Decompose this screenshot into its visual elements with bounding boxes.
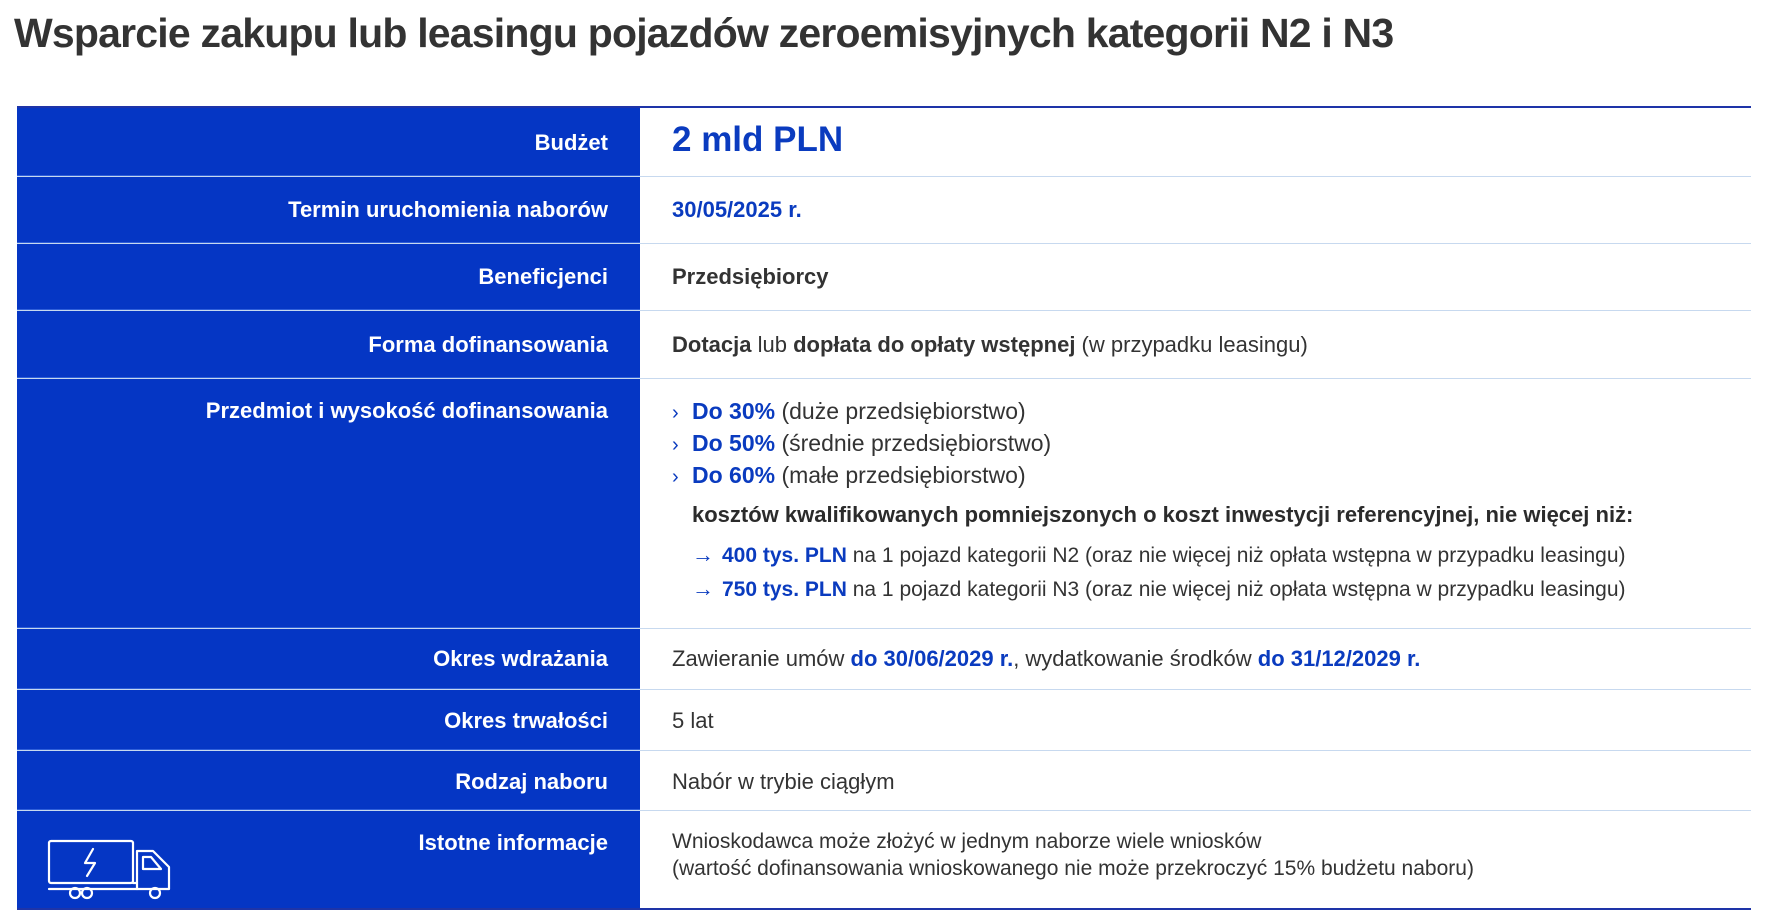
value-cell: [640, 244, 1751, 310]
label-cell: [17, 108, 640, 176]
row-beneficiaries: [17, 244, 1751, 311]
row-call-type: [17, 751, 1751, 811]
funding-leasing-note: (w przypadku leasingu): [1075, 332, 1308, 357]
value-durability-period: 5 lat: [672, 708, 714, 733]
label-cell: [17, 629, 640, 689]
label-funding-subject: Przedmiot i wysokość dofinansowania: [205, 398, 608, 423]
value-budget: 2 mld PLN: [672, 120, 844, 159]
row-durability-period: [17, 690, 1751, 751]
label-cell: [17, 690, 640, 750]
value-call-type: Nabór w trybie ciągłym: [672, 769, 895, 794]
list-item: → 400 tys. PLN na 1 pojazd kategorii N2 (oraz nie więcej niż opłata wstępna w przypadku leasingu): [692, 542, 1626, 567]
label-implementation-period: Okres wdrażania: [433, 646, 608, 671]
funding-or: lub: [751, 332, 794, 357]
label-cell: [17, 379, 640, 628]
funding-down-payment: dopłata do opłaty wstępnej: [793, 332, 1076, 357]
row-funding-form: [17, 311, 1751, 379]
arrow-right-icon: →: [692, 576, 714, 601]
value-launch-date: 30/05/2025 r.: [672, 197, 802, 222]
chevron-right-icon: ›: [672, 402, 679, 424]
label-launch-date: Termin uruchomienia naborów: [288, 197, 608, 222]
value-cell: [640, 690, 1751, 750]
label-call-type: Rodzaj naboru: [455, 769, 608, 794]
value-beneficiaries: Przedsiębiorcy: [672, 264, 829, 289]
list-item: › Do 30% (duże przedsiębiorstwo): [672, 398, 1026, 424]
arrow-right-icon: →: [692, 542, 714, 567]
info-table: [17, 106, 1751, 910]
label-cell: [17, 751, 640, 810]
value-cell: [640, 379, 1751, 628]
value-cell: [640, 108, 1751, 176]
label-cell: [17, 811, 640, 908]
value-cell: [640, 629, 1751, 689]
label-cell: [17, 311, 640, 378]
label-important-info: Istotne informacje: [418, 830, 608, 855]
label-budget: Budżet: [534, 130, 608, 155]
important-info-line1: Wnioskodawca może złożyć w jednym naborze wiele wniosków: [672, 830, 1262, 853]
list-item: › Do 60% (małe przedsiębiorstwo): [672, 462, 1026, 488]
chevron-right-icon: ›: [672, 466, 679, 488]
label-cell: [17, 244, 640, 310]
row-implementation-period: [17, 629, 1751, 690]
value-implementation-period: Zawieranie umów do 30/06/2029 r., wydatkowanie środków do 31/12/2029 r.: [672, 646, 1421, 671]
label-durability-period: Okres trwałości: [444, 708, 608, 733]
value-cell: [640, 811, 1751, 908]
spending-deadline: do 31/12/2029 r.: [1257, 646, 1421, 671]
funding-grant: Dotacja: [672, 332, 752, 357]
page-title: Wsparcie zakupu lub leasingu pojazdów zeroemisyjnych kategorii N2 i N3: [14, 10, 1394, 56]
value-funding-form: [672, 332, 1308, 358]
chevron-right-icon: ›: [672, 434, 679, 456]
label-funding-form: Forma dofinansowania: [368, 332, 608, 357]
label-beneficiaries: Beneficjenci: [478, 264, 608, 289]
list-item: → 750 tys. PLN na 1 pojazd kategorii N3 (oraz nie więcej niż opłata wstępna w przypadku leasingu): [692, 576, 1626, 601]
value-cell: [640, 751, 1751, 810]
row-launch-date: [17, 177, 1751, 244]
qualified-costs-note: kosztów kwalifikowanych pomniejszonych o koszt inwestycji referencyjnej, nie więcej niż:: [692, 502, 1634, 527]
label-cell: [17, 177, 640, 243]
value-cell: [640, 177, 1751, 243]
value-cell: [640, 311, 1751, 378]
electric-truck-icon: [47, 839, 173, 901]
row-important-info: [17, 811, 1751, 908]
contract-deadline: do 30/06/2029 r.: [850, 646, 1014, 671]
row-funding-subject: [17, 379, 1751, 629]
row-budget: [17, 108, 1751, 177]
list-item: › Do 50% (średnie przedsiębiorstwo): [672, 430, 1052, 456]
important-info-line2: (wartość dofinansowania wnioskowanego nie może przekroczyć 15% budżetu naboru): [672, 857, 1474, 880]
